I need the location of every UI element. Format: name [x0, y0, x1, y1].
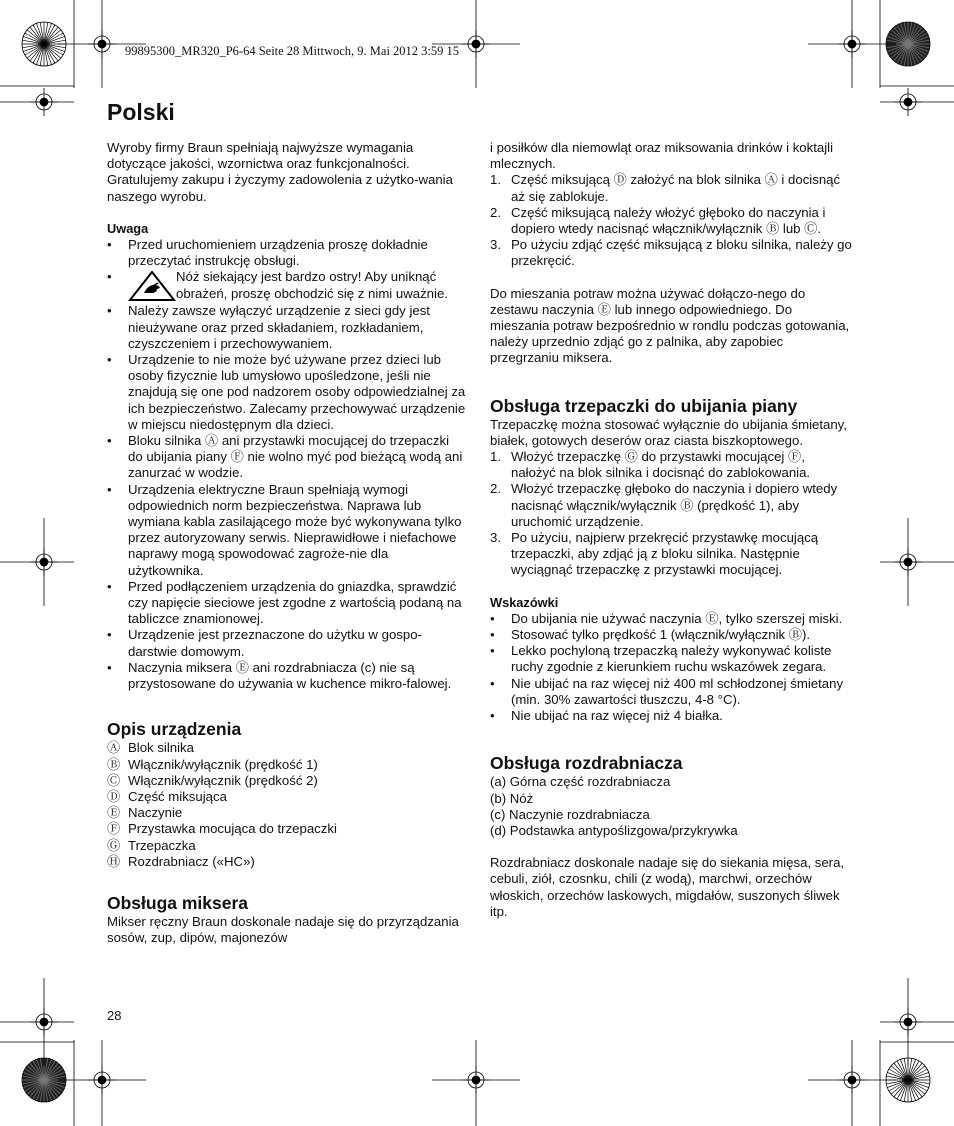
caution-item: • Naczynia miksera Ⓔ ani rozdrabniacza (c) nie są przystosowane do używania w kuchence mikro-falowej.	[107, 660, 467, 692]
description-heading: Opis urządzenia	[107, 719, 242, 740]
caution-item: • Bloku silnika Ⓐ ani przystawki mocującej do trzepaczki do ubijania piany Ⓕ nie wolno myć pod bieżącą wodą ani zanurzać w wodzie.	[107, 433, 467, 482]
mixer-intro-left: Mikser ręczny Braun doskonale nadaje się do przyrządzania sosów, zup, dipów, majonezów	[107, 913, 459, 946]
mixer-steps	[490, 172, 852, 269]
caution-item: • Przed uruchomieniem urządzenia proszę dokładnie przeczytać instrukcję obsługi.	[107, 237, 467, 269]
tips-list	[490, 611, 852, 724]
whisk-step: 2. Włożyć trzepaczkę głęboko do naczynia i dopiero wtedy nacisnąć włącznik/wyłącznik Ⓑ (prędkość 1), aby uruchomić urządzenie.	[490, 481, 838, 529]
description-item: Ⓓ Część miksująca	[107, 788, 227, 804]
chopper-part: (b) Nóż	[490, 790, 534, 806]
mixer-note: Do mieszania potraw można używać dołączo-nego do zestawu naczynia Ⓔ lub innego odpowiedniego. Do mieszania potraw bezpośrednio w rondlu podczas gotowania, należy uprzednio zdjąć go z palnika, aby zapobiec przegrzaniu miksera.	[490, 285, 850, 366]
warning-cut-hand-icon	[128, 269, 176, 303]
mixer-heading: Obsługa miksera	[107, 892, 249, 913]
caution-item: • Należy zawsze wyłączyć urządzenie z sieci gdy jest nieużywane oraz przed składaniem, rozkładaniem, czyszczeniem i przechowywaniem.	[107, 303, 467, 352]
print-info-header: 99895300_MR320_P6-64 Seite 28 Mittwoch, 9. Mai 2012 3:59 15	[125, 44, 460, 58]
intro-paragraph: Wyroby firmy Braun spełniają najwyższe wymagania dotyczące jakości, wzornictwa oraz funkcjonalności. Gratulujemy zakupu i życzymy zadowolenia z użytko-wania naszego wyrobu.	[107, 140, 453, 204]
caution-item: • Przed podłączeniem urządzenia do gniazdka, sprawdzić czy napięcie sieciowe jest zgodne z wartością podaną na tabliczce znamionowej.	[107, 579, 467, 628]
chopper-part: (c) Naczynie rozdrabniacza	[490, 806, 650, 822]
whisk-step: 3. Po użyciu, najpierw przekręcić przystawkę mocującą trzepaczki, aby zdjąć ją z bloku silnika. Następnie wyciągnąć trzepaczkę z przystawki mocującej.	[490, 530, 819, 578]
tip-item: • Stosować tylko prędkość 1 (włącznik/wyłącznik Ⓑ).	[490, 627, 852, 643]
whisk-step: 1. Włożyć trzepaczkę Ⓖ do przystawki mocującej Ⓕ, nałożyć na blok silnika i docisnąć do zablokowania.	[490, 449, 811, 481]
whisk-steps	[490, 449, 852, 579]
caution-warning-text: • Nóż siekający jest bardzo ostry! Aby uniknąć obrażeń, proszę obchodzić się z nimi uważnie.	[176, 269, 448, 301]
description-item: Ⓖ Trzepaczka	[107, 837, 196, 853]
tip-item: • Lekko pochyloną trzepaczką należy wykonywać koliste ruchy zgodnie z kierunkiem ruchu wskazówek zegara.	[490, 643, 852, 675]
description-item: Ⓐ Blok silnika	[107, 740, 194, 756]
chopper-parts	[490, 774, 852, 839]
description-item: Ⓗ Rozdrabniacz («HC»)	[107, 853, 255, 869]
whisk-heading: Obsługa trzepaczki do ubijania piany	[490, 395, 798, 416]
chopper-heading: Obsługa rozdrabniacza	[490, 753, 683, 774]
caution-heading: Uwaga	[107, 220, 149, 236]
description-item: Ⓔ Naczynie	[107, 805, 183, 821]
whisk-intro: Trzepaczkę można stosować wyłącznie do ubijania śmietany, białek, gotowych deserów oraz ciasta biszkoptowego.	[490, 416, 847, 448]
description-item: Ⓑ Włącznik/wyłącznik (prędkość 1)	[107, 756, 318, 772]
tip-item: • Nie ubijać na raz więcej niż 400 ml schłodzonej śmietany (min. 30% zawartości tłuszczu, 4-8 °C).	[490, 676, 852, 708]
mixer-step: 3. Po użyciu zdjąć część miksującą z bloku silnika, należy go przekręcić.	[490, 237, 852, 269]
chopper-part: (d) Podstawka antypoślizgowa/przykrywka	[490, 822, 738, 838]
tip-item: • Do ubijania nie używać naczynia Ⓔ, tylko szerszej miski.	[490, 611, 852, 627]
caution-item: • Urządzenia elektryczne Braun spełniają wymogi odpowiednich norm bezpieczeństwa. Naprawa lub wymiana kabla zasilającego może być wykonywana tylko przez autoryzowany serwis. Nieprawidłowe i niefachowe naprawy mogą spowodować zagroże-nie dla użytkownika.	[107, 482, 467, 579]
caution-item-warning	[107, 269, 467, 303]
left-column	[107, 140, 467, 946]
chopper-part: (a) Górna część rozdrabniacza	[490, 774, 671, 790]
description-item: Ⓒ Włącznik/wyłącznik (prędkość 2)	[107, 772, 318, 788]
mixer-step: 2. Część miksującą należy włożyć głęboko do naczynia i dopiero wtedy nacisnąć włącznik/wyłącznik Ⓑ lub Ⓒ.	[490, 204, 826, 237]
caution-item: • Urządzenie to nie może być używane przez dzieci lub osoby fizycznie lub umysłowo upośledzone, jeśli nie znajdują się one pod nadzorem osoby odpowiedzialnej za ich bezpieczeństwo. Zalecamy przechowywać urządzenie w miejscu niedostępnym dla dzieci.	[107, 352, 467, 433]
tip-item: • Nie ubijać na raz więcej niż 4 białka.	[490, 708, 852, 724]
mixer-intro-right: i posiłków dla niemowląt oraz miksowania drinków i koktajli mlecznych.	[490, 140, 834, 172]
mixer-step: 1. Część miksującą Ⓓ założyć na blok silnika Ⓐ i docisnąć aż się zablokuje.	[490, 172, 841, 204]
chopper-text: Rozdrabniacz doskonale nadaje się do siekania mięsa, sera, cebuli, ziół, czosnku, chili (z wodą), marchwi, orzechów włoskich, orzechów laskowych, migdałów, suszonych śliwek itp.	[490, 855, 845, 919]
caution-item: • Urządzenie jest przeznaczone do użytku w gospo-darstwie domowym.	[107, 627, 467, 659]
right-column	[490, 140, 852, 920]
description-list	[107, 740, 467, 870]
page-number: 28	[107, 1008, 122, 1023]
description-item: Ⓕ Przystawka mocująca do trzepaczki	[107, 821, 337, 837]
page-title: Polski	[107, 99, 175, 125]
caution-list	[107, 237, 467, 692]
tips-heading: Wskazówki	[490, 594, 559, 610]
